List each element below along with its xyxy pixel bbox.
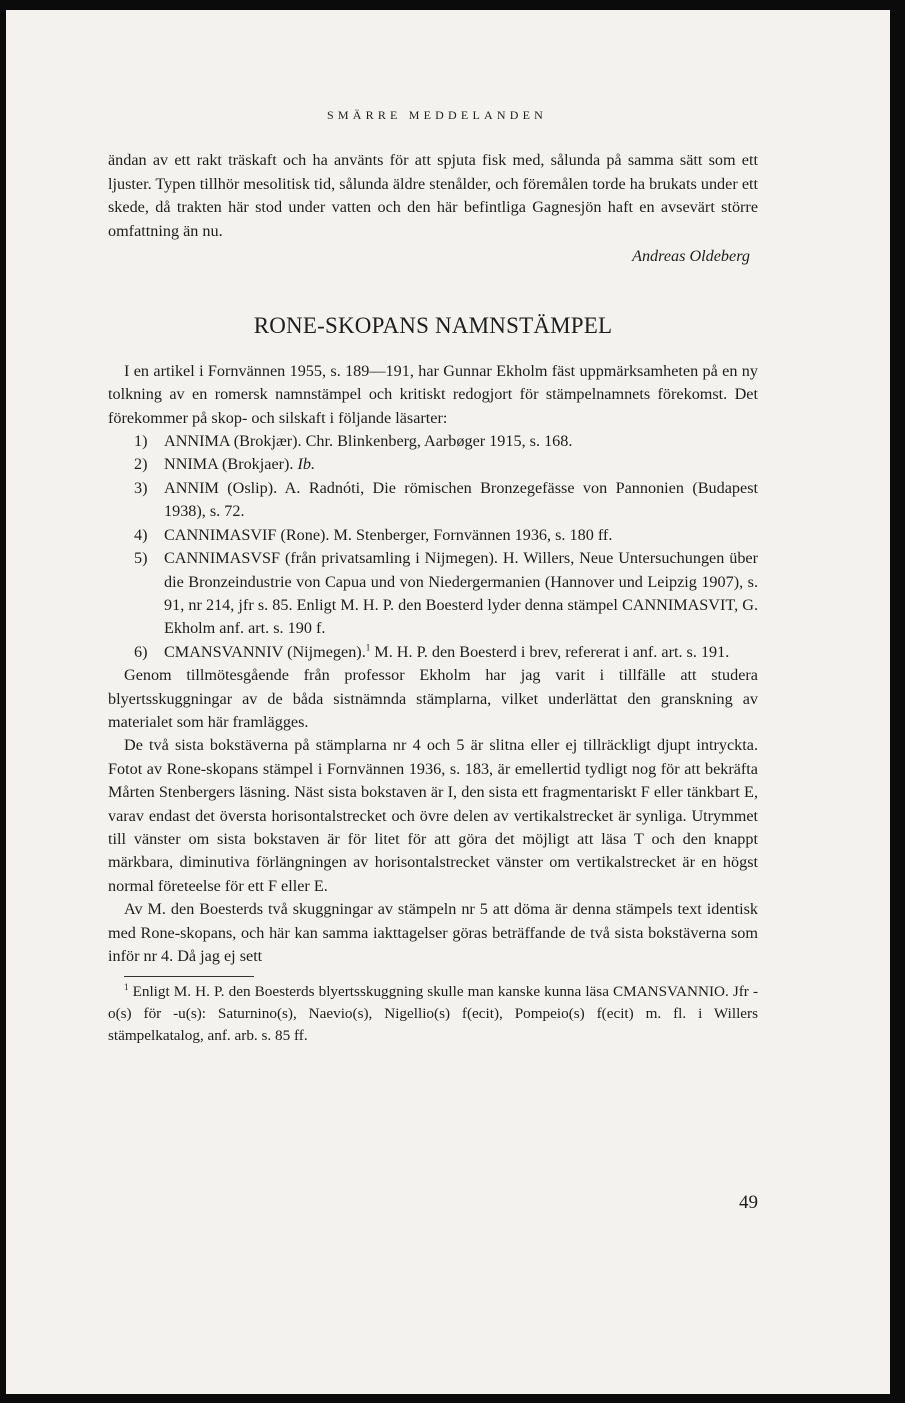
list-item bbox=[108, 524, 758, 547]
list-item-text-after: M. H. P. den Boesterd i brev, refererat i anf. art. s. 191. bbox=[370, 642, 730, 661]
list-item bbox=[108, 547, 758, 641]
body-paragraph-2: Genom tillmötesgående från professor Ekholm har jag varit i tillfälle att studera blyertsskuggningar av de båda sistnämnda stämplarna, vilket underlättat den granskning av materialet som här framlägges. bbox=[108, 666, 758, 731]
footnote-divider bbox=[124, 976, 254, 977]
footnote-reference: 1 bbox=[365, 642, 371, 653]
list-item bbox=[108, 453, 758, 476]
list-item-ibid: Ib. bbox=[297, 455, 316, 474]
scanned-page bbox=[6, 10, 890, 1394]
list-item-number: 6) bbox=[134, 642, 148, 661]
list-item-text: CANNIMASVSF (från privatsamling i Nijmegen). H. Willers, Neue Untersuchungen über die Bronzeindustrie von Capua und von Niedergermanien (Hannover und Leipzig 1907), s. 91, nr 214, jfr s. 85. Enligt M. H. P. den Boesterd lyder denna stämpel CANNIMASVIT, G. Ekholm anf. art. s. 190 f. bbox=[164, 549, 758, 638]
article-title: RONE-SKOPANS NAMNSTÄMPEL bbox=[253, 313, 613, 339]
list-item-number: 1) bbox=[134, 432, 148, 451]
body-paragraph-4: Av M. den Boesterds två skuggningar av stämpeln nr 5 att döma är denna stämpels text identisk med Rone-skopans, och här kan samma iakttagelser göras beträffande de två sista bokstäverna som inför nr 4. Då jag ej sett bbox=[108, 900, 758, 965]
list-item-number: 5) bbox=[134, 549, 148, 568]
list-item bbox=[108, 430, 758, 453]
author-signature: Andreas Oldeberg bbox=[632, 247, 750, 266]
body-paragraph-3: De två sista bokstäverna på stämplarna nr 4 och 5 är slitna eller ej tillräckligt djupt intryckta. Fotot av Rone-skopans stämpel i Fornvännen 1936, s. 183, är emellertid tydligt nog för att bekräfta Mårten Stenbergers läsning. Näst sista bokstaven är I, den sista ett fragmentariskt F eller tänkbart E, varav endast det översta horisontalstrecket och övre delen av vertikalstrecket är synliga. Utrymmet till vänster om sista bokstaven är för litet för att göra det möjligt att läsa T och den knappt märkbara, diminutiva förlängningen av horisontalstrecket vänster om vertikalstrecket är en högst normal företeelse för ett F eller E. bbox=[108, 736, 758, 895]
footnote bbox=[108, 981, 758, 1047]
running-head: SMÄRRE MEDDELANDEN bbox=[327, 108, 547, 122]
intro-paragraph: I en artikel i Fornvännen 1955, s. 189—191, har Gunnar Ekholm fäst uppmärksamheten på en ny tolkning av en romersk namnstämpel och kritiskt redogjort för stämpelnamnets förekomst. Det förekommer på skop- och silskaft i följande läsarter: bbox=[108, 361, 758, 427]
continued-paragraph: ändan av ett rakt träskaft och ha använts för att spjuta fisk med, sålunda på samma sätt som ett ljuster. Typen tillhör mesolitisk tid, sålunda äldre stenålder, och föremålen torde ha brukats under ett skede, då trakten här stod under vatten och den här befintliga Gagnesjön haft en avsevärt större omfattning än nu. bbox=[108, 151, 758, 240]
list-item-text: NNIMA (Brokjaer). bbox=[164, 455, 298, 474]
list-item bbox=[108, 477, 758, 524]
list-item-text: ANNIM (Oslip). A. Radnóti, Die römischen Bronzegefässe von Pannonien (Budapest 1938), s. 72. bbox=[164, 478, 758, 521]
list-item-number: 4) bbox=[134, 525, 148, 544]
footnote-marker: 1 bbox=[124, 982, 129, 993]
page-content bbox=[108, 104, 758, 1047]
footnotes bbox=[108, 976, 758, 1047]
list-item-text: CANNIMASVIF (Rone). M. Stenberger, Fornvännen 1936, s. 180 ff. bbox=[164, 525, 613, 544]
list-item-number: 2) bbox=[134, 455, 148, 474]
list-item-text: ANNIMA (Brokjær). Chr. Blinkenberg, Aarbøger 1915, s. 168. bbox=[164, 432, 573, 451]
list-item-number: 3) bbox=[134, 478, 148, 497]
footnote-text: Enligt M. H. P. den Boesterds blyertsskuggning skulle man kanske kunna läsa CMANSVANNIO. Jfr -o(s) för -u(s): Saturnino(s), Naevio(s), Nigellio(s) f(ecit), Pompeio(s) f(ecit) m. fl. i Willers stämpelkatalog, anf. arb. s. 85 ff. bbox=[108, 983, 758, 1045]
stamp-variant-list bbox=[108, 430, 758, 664]
page-number: 49 bbox=[739, 1192, 758, 1213]
list-item bbox=[108, 641, 758, 664]
list-item-text: CMANSVANNIV (Nijmegen). bbox=[164, 642, 366, 661]
